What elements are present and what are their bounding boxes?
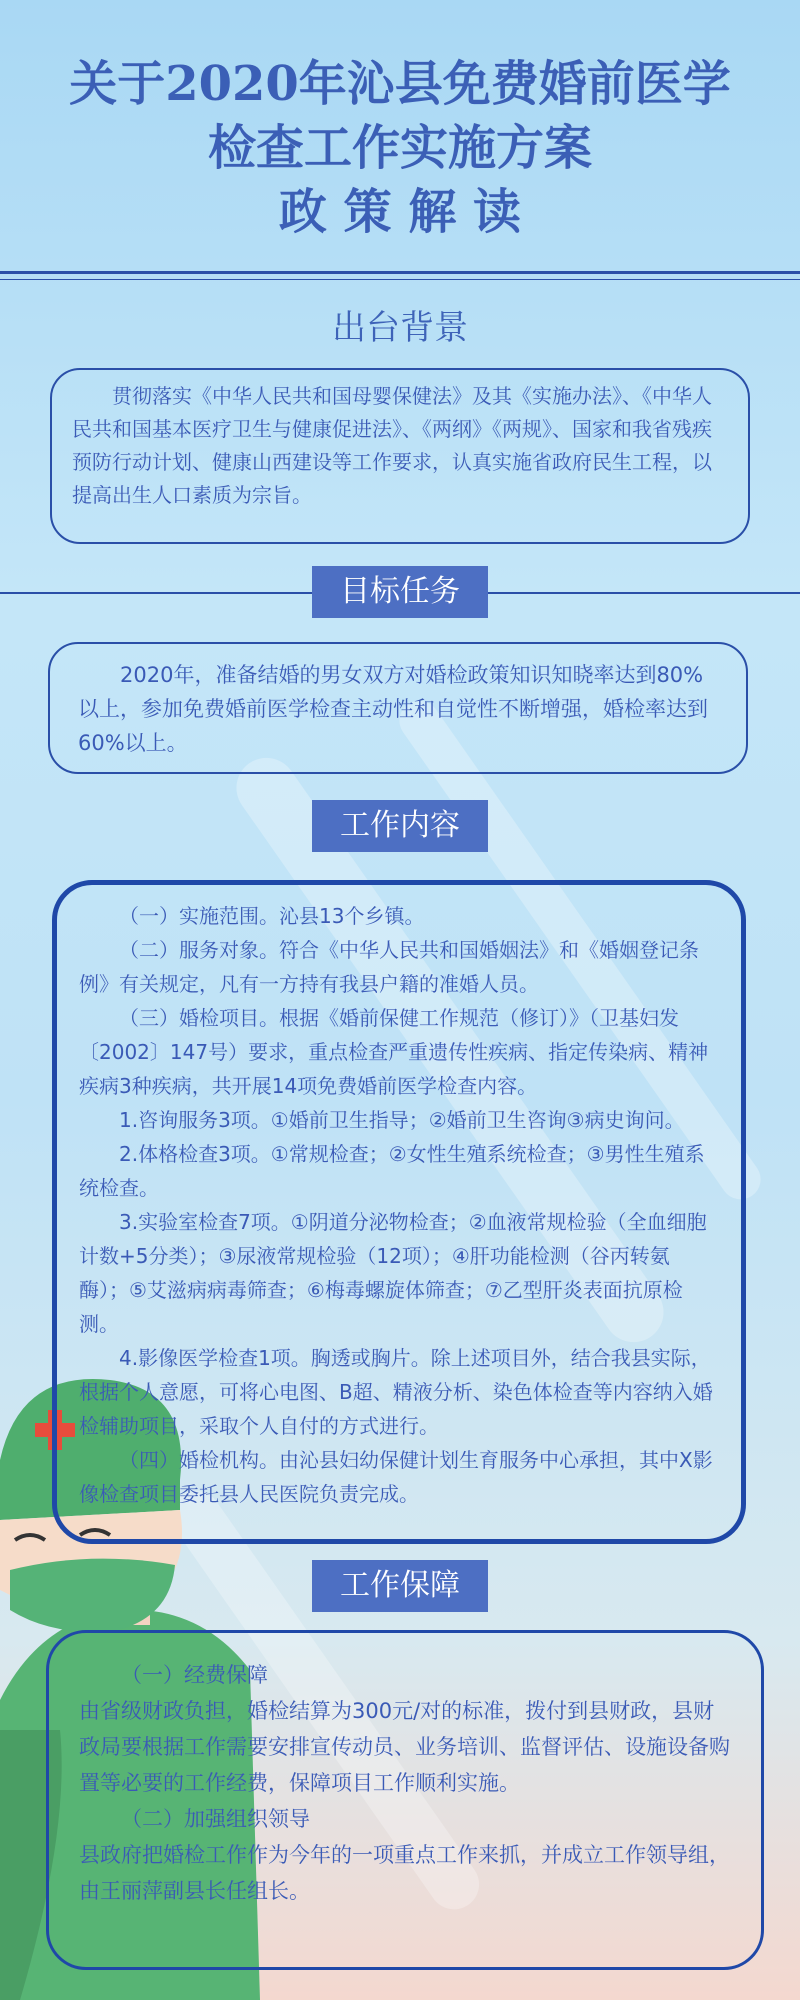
goals-heading: 目标任务	[312, 566, 488, 618]
title-divider	[0, 271, 800, 274]
work-item-1: （一）实施范围。沁县13个乡镇。	[119, 904, 425, 928]
title-line-1: 关于2020年沁县免费婚前医学	[69, 56, 731, 112]
page-title	[0, 52, 800, 244]
work-item-3: （三）婚检项目。根据《婚前保健工作规范（修订）》（卫基妇发〔2002〕147号）要求，重点检查严重遗传性疾病、指定传染病、精神疾病3种疾病，共开展14项免费婚前医学检查内容。	[79, 1006, 709, 1098]
work-item-2: （二）服务对象。符合《中华人民共和国婚姻法》和《婚姻登记条例》有关规定，凡有一方持有我县户籍的准婚人员。	[79, 938, 699, 996]
guarantee-heading: 工作保障	[312, 1560, 488, 1612]
work-item-3-4: 4.影像医学检查1项。胸透或胸片。除上述项目外，结合我县实际，根据个人意愿，可将心电图、B超、精液分析、染色体检查等内容纳入婚检辅助项目，采取个人自付的方式进行。	[79, 1346, 713, 1438]
goals-text-box	[48, 642, 748, 774]
work-content-box	[52, 880, 746, 1544]
guarantee-text-1: 由省级财政负担，婚检结算为300元/对的标准，拨付到县财政，县财政局要根据工作需要安排宣传动员、业务培训、监督评估、设施设备购置等必要的工作经费，保障项目工作顺利实施。	[79, 1699, 730, 1795]
background-text-box	[50, 368, 750, 544]
work-item-4: （四）婚检机构。由沁县妇幼保健计划生育服务中心承担，其中X影像检查项目委托县人民医院负责完成。	[79, 1448, 713, 1506]
work-item-3-3: 3.实验室检查7项。①阴道分泌物检查；②血液常规检验（全血细胞计数+5分类）；③尿液常规检验（12项）；④肝功能检测（谷丙转氨酶）；⑤艾滋病病毒筛查；⑥梅毒螺旋体筛查；⑦乙型肝炎表面抗原检测。	[79, 1210, 707, 1336]
background-text: 贯彻落实《中华人民共和国母婴保健法》及其《实施办法》、《中华人民共和国基本医疗卫生与健康促进法》、《两纲》《两规》、国家和我省残疾预防行动计划、健康山西建设等工作要求，认真实施省政府民生工程，以提高出生人口素质为宗旨。	[72, 384, 712, 507]
work-item-3-2: 2.体格检查3项。①常规检查；②女性生殖系统检查；③男性生殖系统检查。	[79, 1142, 705, 1200]
guarantee-sub-2: （二）加强组织领导	[121, 1807, 310, 1831]
work-item-3-1: 1.咨询服务3项。①婚前卫生指导；②婚前卫生咨询③病史询问。	[119, 1108, 685, 1132]
title-divider-thin	[0, 279, 800, 280]
guarantee-box	[46, 1630, 764, 1970]
guarantee-text-2: 县政府把婚检工作作为今年的一项重点工作来抓，并成立工作领导组，由王丽萍副县长任组长。	[79, 1843, 730, 1903]
guarantee-sub-1: （一）经费保障	[121, 1663, 268, 1687]
work-content-heading: 工作内容	[312, 800, 488, 852]
goals-text: 2020年，准备结婚的男女双方对婚检政策知识知晓率达到80%以上，参加免费婚前医学检查主动性和自觉性不断增强，婚检率达到60%以上。	[78, 663, 708, 755]
title-line-3: 政 策 解 读	[278, 184, 522, 240]
title-line-2: 检查工作实施方案	[207, 120, 592, 176]
background-heading: 出台背景	[332, 308, 468, 348]
